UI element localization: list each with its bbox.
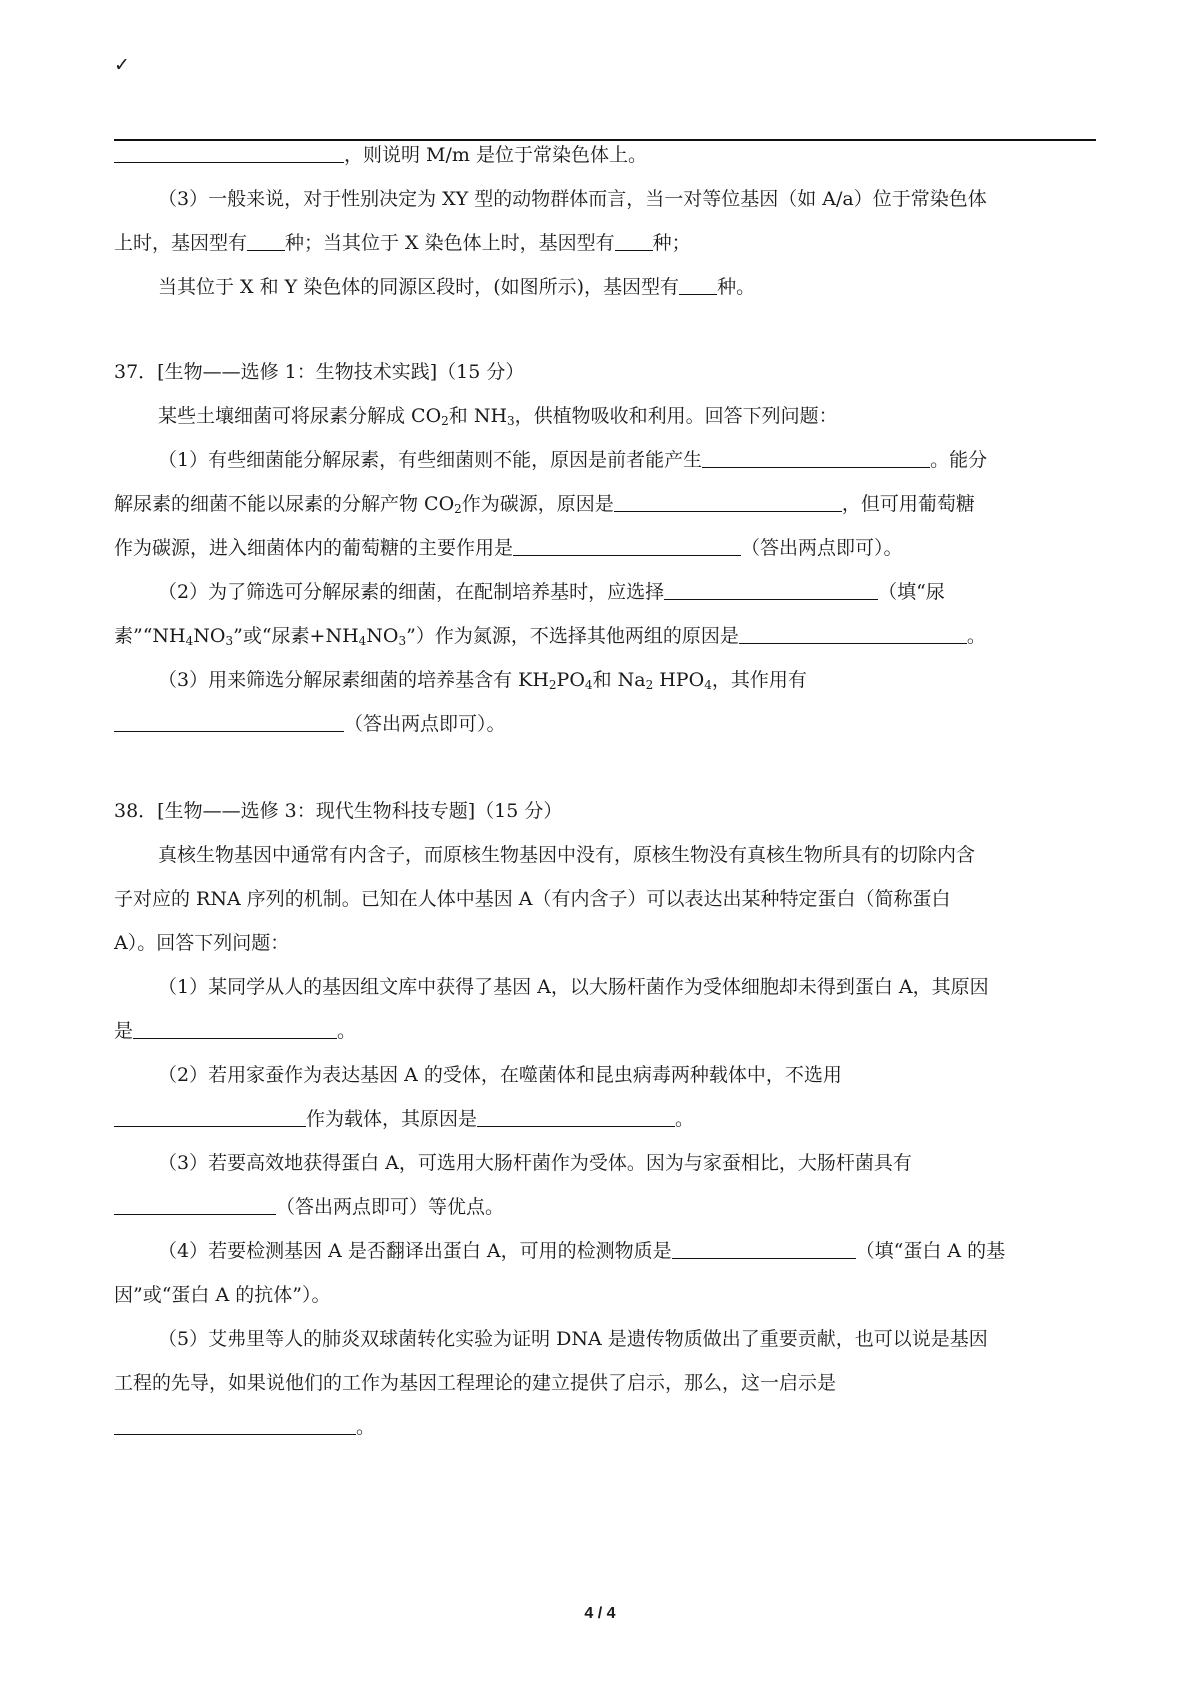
- page-number: 4 / 4: [584, 1605, 616, 1622]
- q37-intro: 某些土壤细菌可将尿素分解成 $CO_2$和 $NH_3$，供植物吸收和利用。回答下列问题：: [158, 405, 838, 428]
- answer-blank[interactable]: [739, 625, 967, 644]
- q38-intro-line1: 真核生物基因中通常有内含子，而原核生物基因中没有，原核生物没有真核生物所具有的切除内含: [158, 844, 976, 866]
- answer-blank[interactable]: [614, 493, 842, 512]
- q38-part5-line2: 工程的先导，如果说他们的工作为基因工程理论的建立提供了启示，那么，这一启示是: [114, 1372, 837, 1394]
- q37-part2-line1: （2）为了筛选可分解尿素的细菌，在配制培养基时，应选择 （填“尿: [158, 581, 945, 603]
- q38-part1-line1: （1）某同学从人的基因组文库中获得了基因 A，以大肠杆菌作为受体细胞却未得到蛋白 A，其原因: [158, 976, 989, 998]
- answer-blank[interactable]: [247, 232, 285, 251]
- answer-blank[interactable]: [615, 232, 653, 251]
- q38-part2-line1: （2）若用家蚕作为表达基因 A 的受体，在噬菌体和昆虫病毒两种载体中，不选用: [158, 1064, 842, 1086]
- q38-part1-line2: 是 。: [114, 1020, 357, 1042]
- q37-part2-line2: 素$”“NH_4NO_3$”或“尿素$+NH_4NO_3$”）作为氮源，不选择其他两组的原因是 。: [114, 625, 986, 648]
- q38-part5-line3: 。: [114, 1415, 1100, 1439]
- answer-blank[interactable]: [114, 1416, 356, 1435]
- q37-part1-line3: 作为碳源，进入细菌体内的葡萄糖的主要作用是 （答出两点即可）。: [114, 537, 903, 559]
- q38-title: 38．[生物——选修 3：现代生物科技专题]（15 分）: [114, 800, 563, 822]
- q37-part3-line2: （答出两点即可）。: [114, 712, 1100, 736]
- q38-part4-line2: 因”或“蛋白 A 的抗体”）。: [114, 1284, 331, 1306]
- answer-blank[interactable]: [133, 1020, 337, 1039]
- answer-blank[interactable]: [679, 276, 717, 295]
- answer-blank[interactable]: [702, 449, 930, 468]
- q37-title: 37．[生物——选修 1：生物技术实践]（15 分）: [114, 361, 525, 383]
- q37-part1-line2: 解尿素的细菌不能以尿素的分解产物 $CO_2$作为碳源，原因是 ，但可用葡萄糖: [114, 493, 975, 516]
- answer-blank[interactable]: [477, 1108, 675, 1127]
- q36-part3-line1: （3）一般来说，对于性别决定为 XY 型的动物群体而言，当一对等位基因（如 A/a）位于常染色体: [158, 188, 987, 210]
- q38-part5-line1: （5）艾弗里等人的肺炎双球菌转化实验为证明 DNA 是遗传物质做出了重要贡献，也可以说是基因: [158, 1328, 988, 1350]
- q38-intro-line2: 子对应的 RNA 序列的机制。已知在人体中基因 A（有内含子）可以表达出某种特定蛋白（简称蛋白: [114, 888, 951, 910]
- q38-part3-line2: （答出两点即可）等优点。: [114, 1195, 1100, 1219]
- q36-part2-tail: ，则说明 M/m 是位于常染色体上。: [114, 143, 1100, 167]
- answer-blank[interactable]: [114, 713, 344, 732]
- q38-intro-line3: A）。回答下列问题：: [114, 932, 290, 954]
- q36-part3-line3: 当其位于 X 和 Y 染色体的同源区段时，(如图所示)，基因型有 种。: [158, 276, 756, 298]
- q38-part2-line2: 作为载体，其原因是 。: [114, 1107, 1100, 1131]
- q37-part3-line1: （3）用来筛选分解尿素细菌的培养基含有 $KH_2PO_4$和 $Na_2$ $HPO_4$，其作用有: [158, 669, 807, 692]
- answer-blank[interactable]: [664, 581, 878, 600]
- answer-blank[interactable]: [672, 1240, 856, 1259]
- check-mark: ✓: [114, 54, 130, 76]
- q36-part3-line2: 上时，基因型有 种；当其位于 X 染色体上时，基因型有 种；: [114, 232, 691, 254]
- answer-blank[interactable]: [114, 1108, 306, 1127]
- header-rule: [114, 139, 1096, 141]
- answer-blank[interactable]: [114, 1196, 276, 1215]
- q37-part1-line1: （1）有些细菌能分解尿素，有些细菌则不能，原因是前者能产生 。能分: [158, 449, 988, 471]
- answer-blank[interactable]: [114, 144, 344, 163]
- q38-part4-line1: （4）若要检测基因 A 是否翻译出蛋白 A，可用的检测物质是 （填“蛋白 A 的基: [158, 1240, 1006, 1262]
- q38-part3-line1: （3）若要高效地获得蛋白 A，可选用大肠杆菌作为受体。因为与家蚕相比，大肠杆菌具有: [158, 1152, 912, 1174]
- answer-blank[interactable]: [513, 537, 741, 556]
